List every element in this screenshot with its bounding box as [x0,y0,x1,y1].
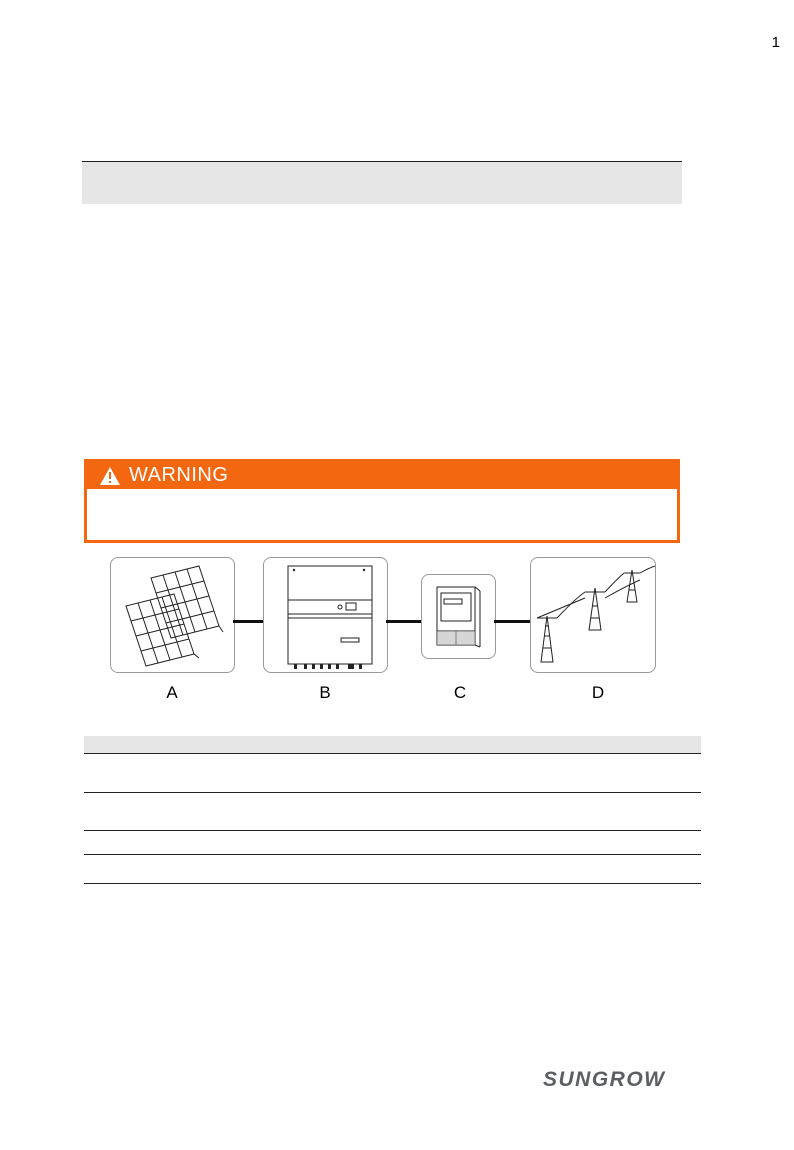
figure-label-c: C [453,683,467,702]
sungrow-logo: SUNGROW [543,1068,666,1091]
warning-header [87,462,677,489]
power-grid-icon [531,558,655,672]
figure-box-c [421,574,496,659]
meter-icon [422,575,495,658]
figure-label-a: A [166,683,178,702]
table-row [84,830,701,854]
table-row [84,854,701,883]
warning-title: WARNING [129,464,229,486]
warning-triangle-icon [99,466,121,486]
inverter-icon [264,558,387,672]
figure-box-d [530,557,656,673]
legend-table-header [84,736,701,753]
table-row [84,753,701,792]
figure-label-d: D [591,683,605,702]
legend-header-col-3 [308,736,701,753]
connector-c-d [494,620,530,623]
figure-box-a [110,557,235,673]
legend-header-col-2 [141,736,308,753]
figure-box-b [263,557,388,673]
legend-table [84,736,701,884]
connector-a-b [233,620,263,623]
table-row [84,792,701,830]
solar-panels-icon [111,558,234,672]
connector-b-c [386,620,421,623]
section-header-bar [82,161,682,204]
page-number: 1 [771,34,780,51]
warning-box [84,459,680,543]
figure-label-b: B [319,683,331,702]
legend-header-col-1 [84,736,141,753]
